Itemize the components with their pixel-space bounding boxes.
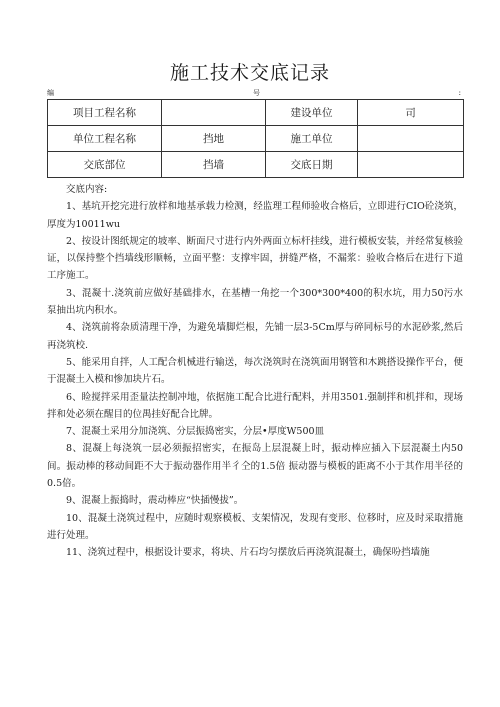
content-paragraph: 6、睑搅拌采用歪量法控制冲地，依据施工配合比进行配料，并用3501.强制拌和机拌和，现场拌和处必须在醒目的位禺挂好配合比牌。: [47, 391, 463, 420]
content-paragraph: 7、混凝土采用分加浇筑、分层振捣密实，分层•厚度W500皿: [66, 426, 325, 438]
record-info-table: [47, 99, 464, 178]
project-name-value: [162, 100, 266, 126]
record-number-line: [47, 88, 461, 99]
content-paragraph: 2、按设计图纸规定的坡率、断面尺寸进行内外两面立标杆挂线，进行模板安装，并经常复核验证，以保持整个挡墙线形顺畅，立面平整：支撑牢固，拼缝严格，不漏浆：验收合格后在进行下道工序施工。: [47, 235, 463, 282]
unit-project-value: 挡地: [162, 126, 266, 152]
project-name-label: 项目工程名称: [48, 100, 162, 126]
document-title: 施工技术交底记录: [169, 62, 330, 84]
handover-content: [47, 181, 463, 562]
handover-date-value: [358, 152, 464, 178]
content-paragraph: 9、混凝上振捣时，震动棒应“快插慢拔”。: [66, 495, 244, 507]
number-label-left: 编: [47, 89, 54, 97]
content-paragraph: 4、浇筑前将杂质清理干净，为避免墙脚烂根，先铺一层3-5Cm厚与碎同标号的水泥砂浆,然后再浇筑校.: [47, 322, 463, 351]
table-row: [48, 126, 464, 152]
content-paragraph: 10、混凝土浇筑过程中，应随时观察模板、支架情况，发现有变形、位移时，应及时采取措施进行处理。: [47, 512, 463, 541]
content-heading: 交底内容:: [66, 184, 108, 195]
table-row: [48, 100, 464, 126]
number-label-middle: 号: [253, 89, 260, 97]
content-paragraph: 3、混凝十.浇筑前应做好基础排水，在基槽一角挖一个300*300*400的积水坑，用力50污水泵抽出坑内积水。: [47, 287, 463, 317]
contractor-label: 施工单位: [266, 126, 358, 152]
handover-date-label: 交底日期: [266, 152, 358, 178]
handover-part-value: 挡墙: [162, 152, 266, 178]
content-paragraph: 11、浇筑过程中，根据设计要求，将块、片石均匀摆放后再浇筑混凝土，确保吩挡墙施: [66, 547, 430, 559]
handover-part-label: 交底部位: [48, 152, 162, 178]
construction-owner-value: 司: [358, 100, 464, 126]
contractor-value: [358, 126, 464, 152]
content-paragraph: 1、基坑开挖完进行放样和地基承载力检测，经监理工程师验收合格后，立即进行CIO砼浇筑，厚度为10011wu: [47, 201, 463, 230]
number-label-right: :: [458, 89, 461, 97]
unit-project-label: 单位工程名称: [48, 126, 162, 152]
content-paragraph: 8、混凝上每浇筑一层必须振招密实，在振岛上层混凝上时，振动棒应插入下层混凝土内50间。振动棒的移动间距不大于振动器作用半彳仝的1.5倍 振动器与模板的距离不小于其作用半径的0.5倍。: [47, 443, 463, 490]
table-row: [48, 152, 464, 178]
construction-owner-label: 建设单位: [266, 100, 358, 126]
content-paragraph: 5、能采用自拌，人工配合机械进行输送，每次浇筑时在浇筑面用钢管和木跳搭设操作平台，便于混凝土入模和惨加块片石。: [47, 356, 463, 386]
